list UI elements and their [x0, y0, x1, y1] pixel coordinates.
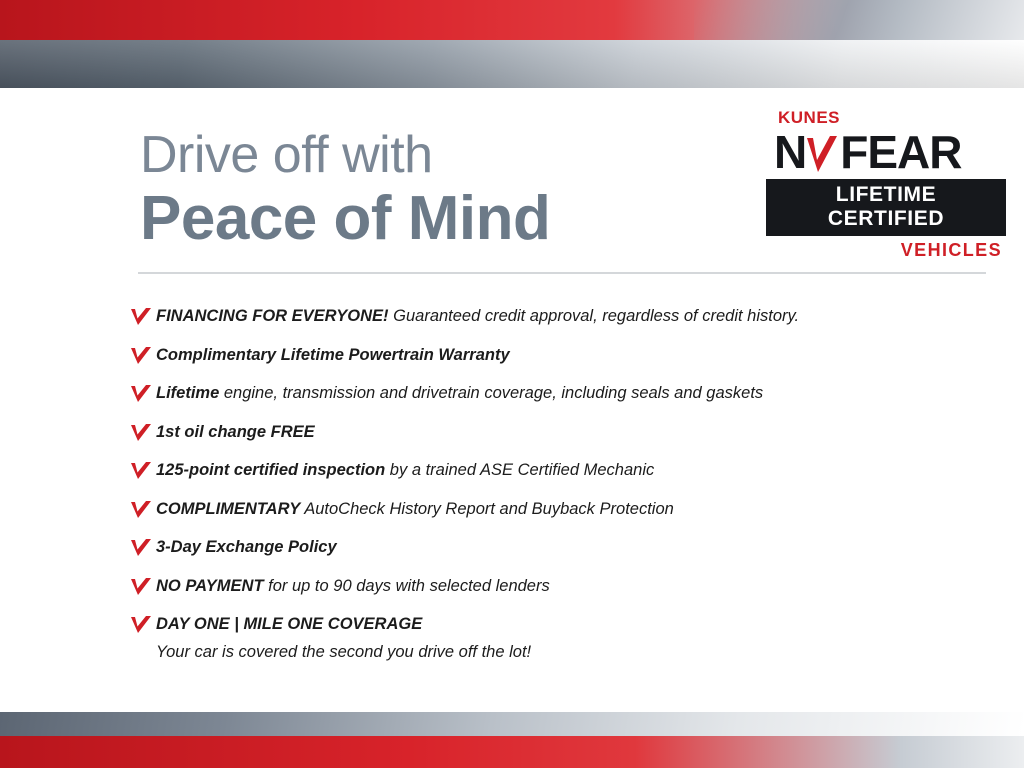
logo-letter-n: N	[774, 126, 807, 178]
list-item-label: Lifetime engine, transmission and drivetrain coverage, including seals and gaskets	[156, 384, 764, 402]
logo-vehicles-text: VEHICLES	[900, 240, 1002, 260]
bottom-banner-stripe	[0, 712, 1024, 768]
logo-brand-text: KUNES	[778, 108, 841, 127]
list-item	[130, 345, 960, 371]
top-banner-stripe	[0, 0, 1024, 88]
list-item-label: Complimentary Lifetime Powertrain Warranty	[156, 345, 510, 364]
list-item	[130, 537, 960, 563]
logo-word-fear: FEAR	[840, 126, 962, 178]
list-item	[130, 306, 960, 332]
list-item	[130, 383, 960, 409]
logo-nofear-text	[774, 126, 1006, 178]
kunes-no-fear-logo	[766, 108, 1006, 260]
bottom-grey-stripe	[0, 712, 1024, 736]
check-mark-icon	[806, 134, 840, 174]
header-divider	[138, 272, 986, 274]
list-item-label: 125-point certified inspection by a trained ASE Certified Mechanic	[156, 461, 655, 479]
check-mark-icon	[130, 307, 156, 332]
check-mark-icon	[130, 615, 156, 640]
list-item	[130, 576, 960, 602]
list-item-label: FINANCING FOR EVERYONE! Guaranteed credit approval, regardless of credit history.	[156, 307, 800, 325]
list-item-label: 1st oil change FREE	[156, 422, 315, 441]
check-mark-icon	[130, 423, 156, 448]
check-mark-icon	[130, 538, 156, 563]
list-item-label: NO PAYMENT for up to 90 days with selected lenders	[156, 576, 550, 595]
list-item	[130, 499, 960, 525]
top-red-stripe	[0, 0, 1024, 40]
check-mark-icon	[130, 577, 156, 602]
list-item-subtext: Your car is covered the second you drive off the lot!	[156, 643, 532, 661]
benefits-list	[130, 306, 960, 663]
list-item-label: COMPLIMENTARY AutoCheck History Report and Buyback Protection	[156, 499, 674, 518]
check-mark-icon	[130, 461, 156, 486]
check-mark-icon	[130, 384, 156, 409]
check-mark-icon	[130, 500, 156, 525]
page-title	[140, 126, 760, 252]
list-item-label: 3-Day Exchange Policy	[156, 538, 337, 556]
logo-lifetime-certified-bar: LIFETIME CERTIFIED	[766, 179, 1006, 236]
list-item	[130, 614, 960, 663]
check-mark-icon	[130, 346, 156, 371]
list-item-label: DAY ONE | MILE ONE COVERAGE	[156, 615, 423, 633]
headline-line-2: Peace of Mind	[140, 184, 551, 253]
list-item	[130, 460, 960, 486]
list-item	[130, 422, 960, 448]
list-item-main	[130, 614, 960, 640]
top-grey-stripe	[0, 40, 1024, 88]
headline-line-1: Drive off with	[140, 126, 433, 184]
bottom-red-stripe	[0, 736, 1024, 768]
